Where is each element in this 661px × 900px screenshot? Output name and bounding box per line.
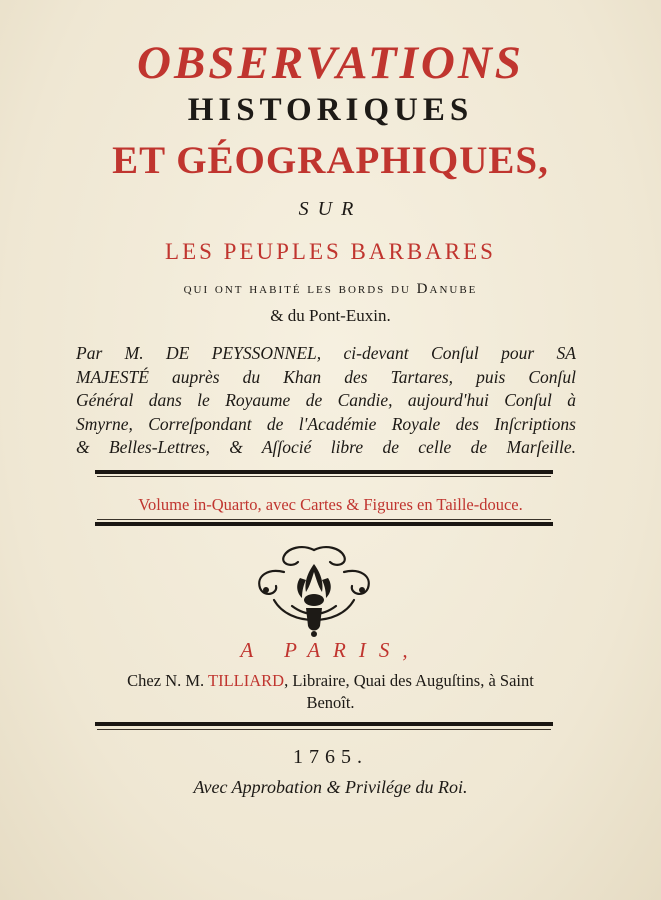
author-line: Général dans le Royaume de Candie, aujourd'hui Conſul à bbox=[76, 390, 576, 410]
imprint-rule bbox=[95, 722, 553, 726]
author-line: MAJESTÉ auprès du Khan des Tartares, puis Conſul bbox=[76, 366, 576, 387]
imprint-prefix: Chez N. M. bbox=[127, 671, 205, 690]
double-rule-top bbox=[95, 470, 553, 474]
publisher-name: TILLIARD bbox=[208, 671, 285, 690]
title-subtitle-danube: qui ont habité les bords du Danube bbox=[183, 281, 478, 297]
publication-year: 1765. bbox=[293, 746, 368, 768]
imprint-city: A PARIS, bbox=[240, 638, 421, 662]
imprint-publisher-line bbox=[0, 671, 661, 691]
author-line: & Belles-Lettres, & Aſſocié libre de celle de Marſeille. bbox=[76, 437, 576, 457]
title-subtitle-pont-euxin: & du Pont-Euxin. bbox=[270, 306, 391, 325]
title-peuples-barbares: LES PEUPLES BARBARES bbox=[165, 239, 496, 264]
author-line: Par M. DE PEYSSONNEL, ci-devant Conſul pour SA bbox=[76, 343, 576, 363]
title-historiques: HISTORIQUES bbox=[187, 92, 474, 128]
author-paragraph bbox=[76, 342, 576, 460]
fleuron-ornament-icon bbox=[248, 542, 380, 638]
author-line: Smyrne, Correſpondant de l'Académie Royale des Inſcriptions bbox=[76, 413, 576, 434]
title-sur: SUR bbox=[298, 198, 363, 220]
double-rule-top-thin bbox=[97, 476, 551, 477]
imprint-rule-thin bbox=[97, 729, 551, 730]
title-observations: OBSERVATIONS bbox=[137, 37, 524, 89]
double-rule-bottom bbox=[95, 522, 553, 526]
volume-note: Volume in-Quarto, avec Cartes & Figures en Taille-douce. bbox=[138, 495, 523, 514]
privilege-statement: Avec Approbation & Privilége du Roi. bbox=[193, 777, 468, 797]
title-geographiques: ET GÉOGRAPHIQUES, bbox=[112, 139, 549, 182]
double-rule-bottom-thin bbox=[97, 519, 551, 520]
imprint-publisher-line-2: Benoît. bbox=[306, 693, 355, 712]
imprint-suffix: , Libraire, Quai des Auguſtins, à Saint bbox=[284, 671, 534, 690]
